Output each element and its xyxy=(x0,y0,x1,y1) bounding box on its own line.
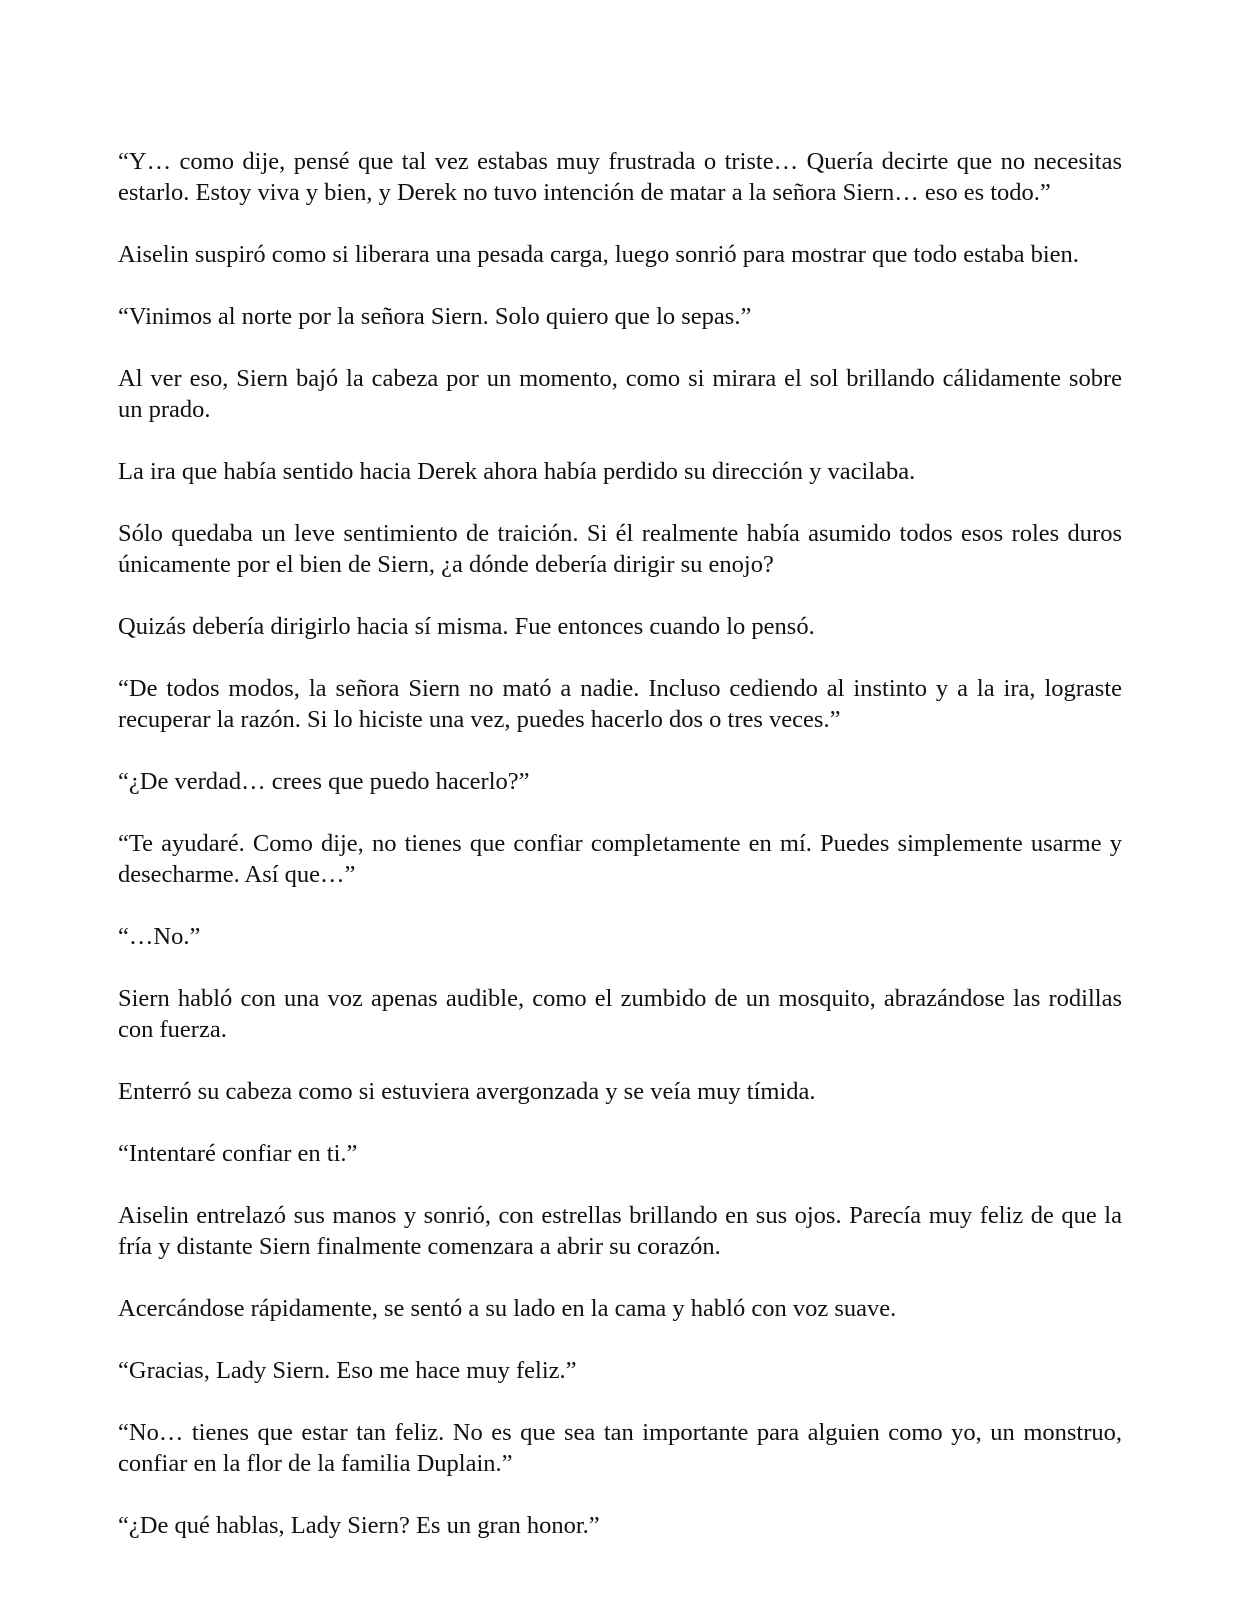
document-page xyxy=(118,146,1122,1541)
paragraph: Sólo quedaba un leve sentimiento de traición. Si él realmente había asumido todos esos roles duros únicamente por el bien de Siern, ¿a dónde debería dirigir su enojo? xyxy=(118,520,1122,578)
paragraph: “No… tienes que estar tan feliz. No es que sea tan importante para alguien como yo, un monstruo, confiar en la flor de la familia Duplain.” xyxy=(118,1419,1122,1477)
paragraph: Aiselin entrelazó sus manos y sonrió, con estrellas brillando en sus ojos. Parecía muy feliz de que la fría y distante Siern finalmente comenzara a abrir su corazón. xyxy=(118,1202,1122,1260)
paragraph: Quizás debería dirigirlo hacia sí misma. Fue entonces cuando lo pensó. xyxy=(118,613,815,640)
paragraph: Aiselin suspiró como si liberara una pesada carga, luego sonrió para mostrar que todo estaba bien. xyxy=(118,241,1079,268)
paragraph: “…No.” xyxy=(118,923,201,950)
paragraph: Enterró su cabeza como si estuviera avergonzada y se veía muy tímida. xyxy=(118,1078,816,1105)
paragraph: “¿De qué hablas, Lady Siern? Es un gran honor.” xyxy=(118,1512,600,1539)
paragraph: “Intentaré confiar en ti.” xyxy=(118,1140,358,1167)
paragraph: La ira que había sentido hacia Derek ahora había perdido su dirección y vacilaba. xyxy=(118,458,916,485)
paragraph: “Te ayudaré. Como dije, no tienes que confiar completamente en mí. Puedes simplemente usarme y desecharme. Así que…” xyxy=(118,830,1122,888)
paragraph: “¿De verdad… crees que puedo hacerlo?” xyxy=(118,768,530,795)
paragraph: “De todos modos, la señora Siern no mató a nadie. Incluso cediendo al instinto y a la ira, lograste recuperar la razón. Si lo hiciste una vez, puedes hacerlo dos o tres veces.” xyxy=(118,675,1122,733)
paragraph: Siern habló con una voz apenas audible, como el zumbido de un mosquito, abrazándose las rodillas con fuerza. xyxy=(118,985,1122,1043)
paragraph: “Gracias, Lady Siern. Eso me hace muy feliz.” xyxy=(118,1357,577,1384)
paragraph: Al ver eso, Siern bajó la cabeza por un momento, como si mirara el sol brillando cálidamente sobre un prado. xyxy=(118,365,1122,423)
paragraph: “Y… como dije, pensé que tal vez estabas muy frustrada o triste… Quería decirte que no necesitas estarlo. Estoy viva y bien, y Derek no tuvo intención de matar a la señora Siern… eso es todo.” xyxy=(118,148,1122,206)
paragraph: “Vinimos al norte por la señora Siern. Solo quiero que lo sepas.” xyxy=(118,303,752,330)
paragraph: Acercándose rápidamente, se sentó a su lado en la cama y habló con voz suave. xyxy=(118,1295,897,1322)
